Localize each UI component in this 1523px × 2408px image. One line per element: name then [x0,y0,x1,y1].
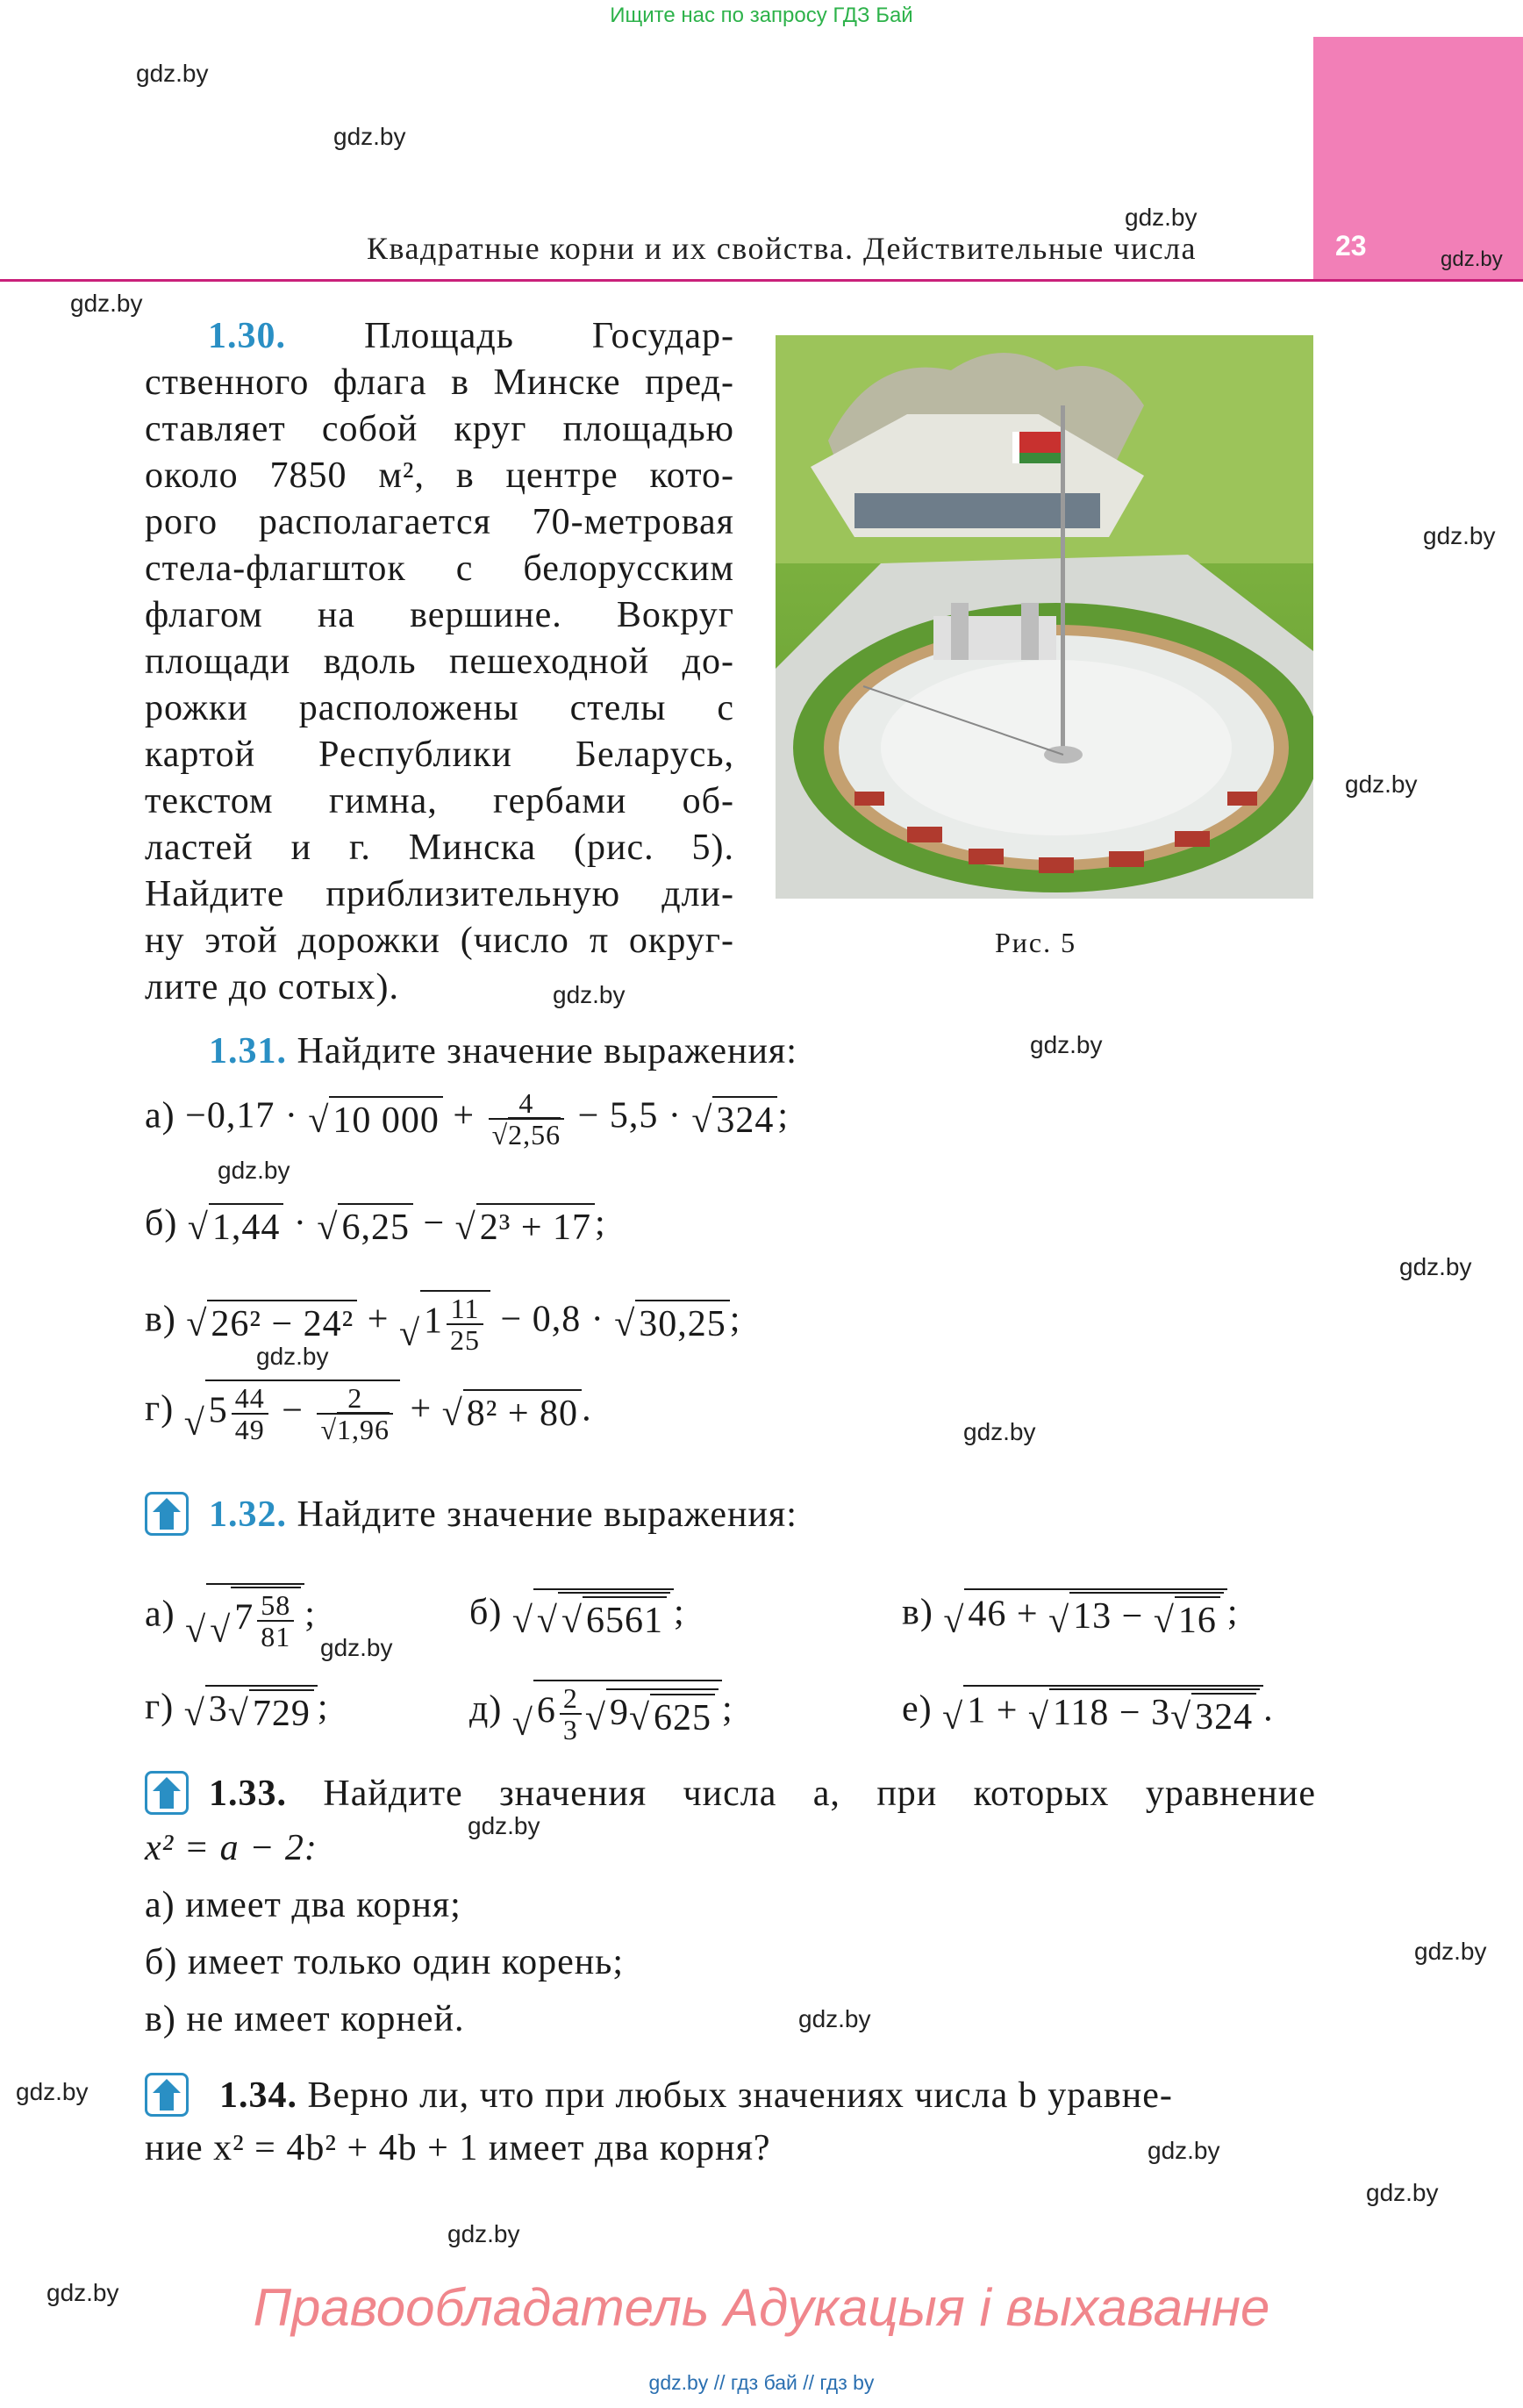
flag-square-illustration [776,335,1313,899]
punctuation: ; [729,1299,741,1340]
watermark: gdz.by [16,2078,89,2105]
sqrt: √30,25 [614,1300,730,1345]
fraction [447,1294,483,1355]
problem-text-line: рого располагается 70-метровая [145,502,734,542]
item-1-32-b [469,1588,685,1642]
item-label: е) [902,1688,933,1730]
sqrt: √8² + 80 [442,1389,582,1435]
problem-1-33 [209,1771,1316,1817]
watermark: gdz.by [136,60,209,87]
problem-text-line: Площадь Государ- [364,316,734,356]
watermark: gdz.by [447,2220,520,2247]
radicand: 324 [712,1096,777,1142]
answer-option: б) имеет только один корень; [145,1942,625,1982]
radicand: 10 000 [329,1096,443,1142]
sqrt: √46 + √13 − √16 [943,1588,1227,1642]
problem-text-line: Найдите приблизительную дли- [145,874,734,914]
problem-text-line: около 7850 м², в центре кото- [145,455,734,496]
term: 118 − 3 [1052,1693,1171,1733]
section-title: Квадратные корни и их свойства. Действительные числа [367,231,1198,266]
problem-text-line: лите до сотых). [145,967,399,1007]
operator: + [367,1299,390,1340]
operator: − 0,8 · [500,1299,604,1340]
sqrt: √√√6561 [512,1588,674,1642]
watermark: gdz.by [256,1343,329,1370]
watermark: gdz.by [70,290,143,317]
item-1-32-a [145,1583,316,1652]
sqrt: √324 [691,1096,777,1142]
numerator: 44 [232,1383,268,1415]
sqrt: √6 $\frac{2}{3}$ √9√625 [512,1680,722,1745]
watermark: gdz.by [1345,770,1418,798]
numerator: 58 [257,1590,294,1622]
operator: − 5,5 · [577,1095,682,1136]
punctuation: . [582,1388,592,1430]
denominator: 81 [261,1621,291,1652]
problem-number: 1.33. [209,1774,287,1814]
radicand: 6,25 [338,1203,413,1249]
punctuation: . [1263,1688,1274,1730]
home-task-icon [145,1492,189,1536]
item-1-31-a [145,1088,789,1150]
item-1-32-v [902,1588,1239,1642]
problem-1-32-header [209,1492,797,1538]
radicand: 16 [1175,1596,1220,1642]
problem-text-line: Верно ли, что при любых значениях числа b уравне- [307,2075,1173,2116]
problem-1-34-cont: ние x² = 4b² + 4b + 1 имеет два корня? [145,2128,771,2168]
radicand: 2³ + 17 [476,1203,595,1249]
item-label: д) [469,1688,503,1730]
whole-part: 7 [234,1597,254,1638]
term: 1 + [967,1690,1019,1731]
problem-text-line: стела-флагшток с белорусским [145,548,734,589]
watermark: gdz.by [1399,1253,1472,1280]
item-label: а) [145,1095,175,1136]
home-task-icon [145,1771,189,1815]
punctuation: ; [317,1687,329,1728]
fraction: $\frac{4}{√2,56}$ [489,1088,565,1150]
page-number: 23 [1335,230,1367,262]
item-1-32-g [145,1685,329,1735]
item-label: б) [145,1203,178,1243]
item-1-31-v [145,1290,740,1355]
whole-part: 5 [208,1390,228,1431]
whole-part: 6 [536,1690,556,1731]
numerator: 11 [447,1294,483,1325]
problem-number: 1.31. [209,1031,287,1071]
denominator: 2,56 [508,1119,561,1150]
radicand: 26² − 24² [207,1300,357,1345]
watermark: gdz.by [1423,522,1496,549]
item-label: г) [145,1388,175,1430]
problem-text-line: Найдите значения числа a, при которых уравнение [323,1774,1317,1814]
problem-number: 1.30. [208,316,286,356]
figure-5-image [776,335,1313,899]
home-task-icon [145,2073,189,2117]
operator: − [423,1203,446,1243]
footer-links: gdz.by // гдз бай // гдз by [648,2371,875,2394]
watermark: gdz.by [1030,1031,1103,1058]
problem-text-line: ну этой дорожки (число π округ- [145,921,734,961]
radicand: 30,25 [635,1300,730,1345]
numerator: 4 [489,1088,565,1120]
problem-1-31-header [209,1028,797,1075]
watermark: gdz.by [963,1418,1036,1445]
sqrt: √6,25 [317,1203,413,1249]
sqrt: √1,44 [188,1203,284,1249]
problem-text-line: ластей и г. Минска (рис. 5). [145,828,734,868]
item-1-31-b [145,1202,606,1249]
item-label: в) [902,1592,933,1633]
item-1-31-g [145,1380,592,1444]
header-rule [0,279,1523,282]
sqrt: √1 + √118 − 3√324 [942,1685,1263,1738]
sqrt: √2³ + 17 [455,1203,595,1249]
whole-part: 1 [424,1301,444,1342]
watermark: gdz.by [553,981,626,1008]
radicand: 8² + 80 [463,1389,582,1435]
watermark: gdz.by [218,1157,290,1184]
problem-number: 1.32. [209,1494,287,1535]
punctuation: ; [304,1594,316,1635]
problem-prompt: Найдите значение выражения: [297,1031,797,1071]
term: 9 [609,1693,629,1734]
item-1-32-e [902,1685,1274,1738]
item-label: а) [145,1594,175,1635]
problem-1-34 [219,2073,1316,2119]
term: −0,17 · [185,1095,298,1136]
watermark: gdz.by [1441,247,1503,271]
copyright-footer: Правообладатель Адукацыя і выхаванне [253,2278,1270,2337]
problem-1-30 [145,313,734,1011]
numerator: 2 [317,1383,393,1415]
problem-text-line: текстом гимна, гербами об- [145,781,734,821]
answer-option: в) не имеет корней. [145,1999,465,2039]
sqrt: √10 000 [308,1096,443,1142]
radicand: 625 [650,1694,715,1739]
watermark: gdz.by [1125,204,1198,231]
top-banner: Ищите нас по запросу ГДЗ Бай [610,4,913,27]
problem-1-33-cont [145,1825,624,2043]
item-label: в) [145,1299,176,1340]
problem-text-line: площади вдоль пешеходной до- [145,641,734,682]
numerator: 2 [560,1683,582,1715]
sqrt: √1 $\frac{11}{25}$ [399,1290,490,1355]
problem-text-line: ставляет собой круг площадью [145,409,734,449]
fraction [232,1383,268,1444]
problem-text-line: ственного флага в Минске пред- [145,362,734,403]
term: 13 − [1073,1596,1144,1637]
item-label: г) [145,1687,175,1728]
watermark: gdz.by [333,123,406,150]
punctuation: ; [777,1095,790,1136]
figure-caption: Рис. 5 [995,927,1077,958]
term: 46 + [968,1594,1039,1635]
watermark: gdz.by [320,1634,393,1661]
problem-number: 1.34. [219,2075,297,2116]
operator: + [453,1095,475,1136]
problem-text-line: флагом на вершине. Вокруг [145,595,734,635]
watermark: gdz.by [1366,2179,1439,2206]
punctuation: ; [595,1203,606,1243]
sqrt: √3√729 [184,1685,318,1735]
watermark: gdz.by [46,2279,119,2306]
denominator: 25 [450,1324,481,1356]
fraction: $\frac{2}{√1,96}$ [317,1383,393,1444]
watermark: gdz.by [1148,2137,1220,2164]
denominator: 1,96 [337,1414,390,1445]
radicand: 6561 [583,1596,667,1642]
sqrt: √5 $\frac{44}{49}$ − $\frac{2}{√1,96}$ [184,1380,400,1444]
denominator: 3 [562,1714,578,1745]
denominator: 49 [234,1414,265,1445]
fraction [560,1683,582,1745]
term: 3 [208,1689,228,1730]
watermark: gdz.by [798,2005,871,2032]
item-1-32-d [469,1680,733,1745]
answer-option: а) имеет два корня; [145,1885,461,1925]
sqrt: √26² − 24² [186,1300,357,1345]
fraction [257,1590,294,1652]
problem-text-line: картой Республики Беларусь, [145,735,734,775]
punctuation: ; [1226,1592,1239,1633]
punctuation: ; [722,1688,733,1730]
operator: · [293,1203,307,1243]
operator: + [410,1388,433,1430]
watermark: gdz.by [468,1812,540,1839]
operator: − [282,1390,304,1431]
punctuation: ; [674,1592,685,1633]
item-label: б) [469,1592,503,1633]
watermark: gdz.by [1414,1938,1487,1965]
sqrt: √√7 $\frac{58}{81}$ [185,1583,304,1652]
problem-text-line: рожки расположены стелы с [145,688,734,728]
radicand: 324 [1191,1693,1256,1738]
problem-prompt: Найдите значение выражения: [297,1494,797,1535]
problem-text-line: x² = a − 2: [145,1828,318,1868]
radicand: 729 [249,1689,314,1735]
radicand: 1,44 [209,1203,284,1249]
